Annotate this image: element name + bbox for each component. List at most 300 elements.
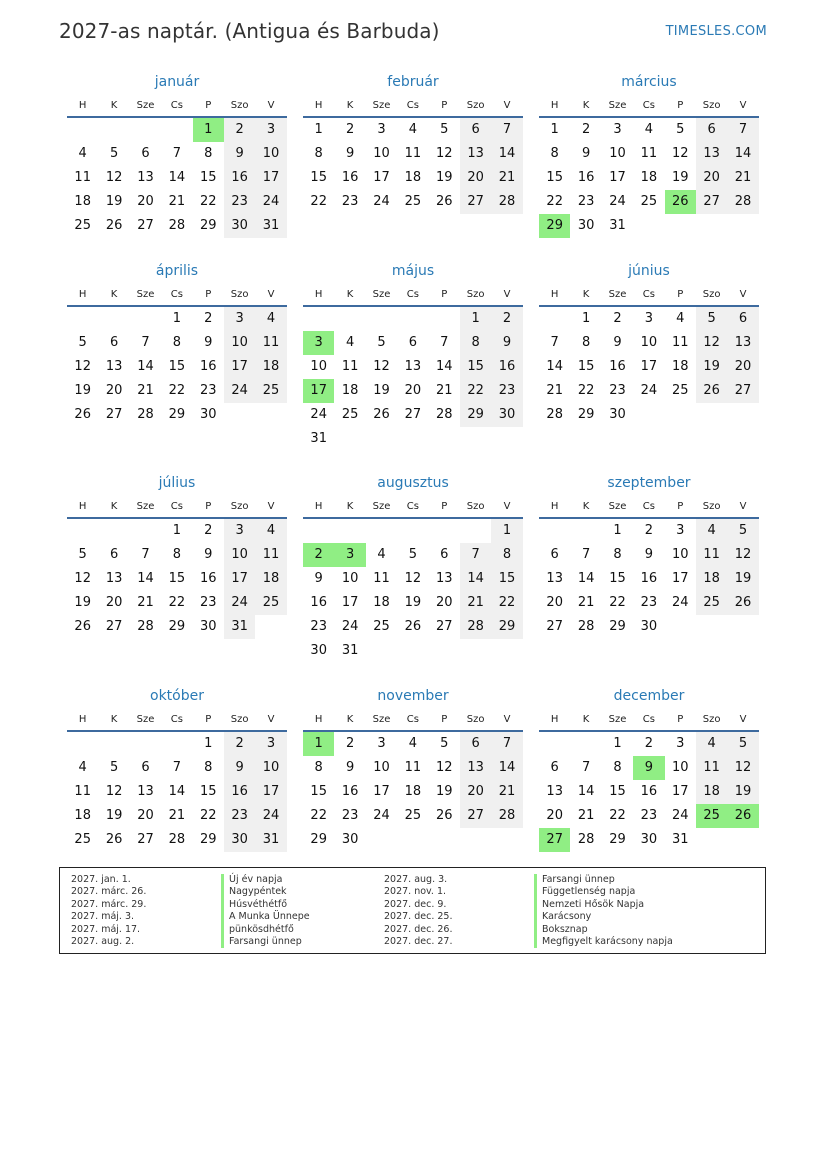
- day-cell: 16: [341, 170, 359, 185]
- month-name: augusztus: [377, 475, 449, 491]
- legend-holiday-name: Nemzeti Hősök Napja: [534, 899, 673, 911]
- day-cell: 22: [199, 194, 217, 209]
- day-cell: 3: [676, 523, 685, 538]
- day-cell: 6: [727, 307, 758, 331]
- day-cell: 5: [676, 122, 685, 137]
- holiday-day: 26: [727, 804, 758, 828]
- empty-cell: [334, 519, 365, 543]
- day-cell: 10: [224, 543, 255, 567]
- weekday-label: P: [441, 289, 448, 300]
- day-cell: 3: [255, 118, 286, 142]
- day-cell: 18: [696, 780, 727, 804]
- day-cell: 27: [105, 619, 123, 634]
- weekday-label: Sze: [136, 714, 155, 725]
- day-cell: 22: [460, 379, 491, 403]
- day-grid: [539, 732, 759, 852]
- day-cell: 14: [460, 567, 491, 591]
- day-cell: 10: [671, 760, 689, 775]
- day-cell: 22: [199, 808, 217, 823]
- holiday-day: 17: [303, 379, 334, 403]
- month-7: [67, 473, 287, 639]
- day-cell: 27: [435, 619, 453, 634]
- day-cell: 11: [74, 784, 91, 799]
- month-name: június: [628, 263, 670, 279]
- day-cell: 21: [435, 383, 453, 398]
- weekday-label: H: [78, 501, 87, 512]
- day-cell: 20: [727, 355, 758, 379]
- legend-date: 2027. dec. 9.: [384, 898, 447, 910]
- day-cell: 26: [696, 379, 727, 403]
- day-cell: 16: [199, 571, 217, 586]
- empty-cell: [334, 307, 365, 331]
- legend-holiday-name: Függetlenség napja: [534, 886, 673, 898]
- day-cell: 25: [74, 218, 91, 233]
- day-cell: 8: [613, 760, 622, 775]
- day-cell: 24: [255, 190, 286, 214]
- day-cell: 19: [435, 170, 453, 185]
- weekday-label: H: [550, 289, 559, 300]
- day-cell: 25: [373, 619, 390, 634]
- day-cell: 20: [546, 595, 563, 610]
- day-cell: 10: [373, 146, 390, 161]
- page-title: 2027-as naptár. (Antigua és Barbuda): [59, 19, 440, 43]
- month-4: [67, 261, 287, 427]
- weekday-label: Szo: [466, 714, 485, 725]
- weekday-label: P: [441, 100, 448, 111]
- day-cell: 8: [314, 760, 323, 775]
- day-cell: 18: [74, 194, 91, 209]
- day-cell: 13: [546, 784, 563, 799]
- day-cell: 2: [491, 307, 522, 331]
- day-cell: 6: [550, 547, 559, 562]
- month-9: [539, 473, 759, 639]
- day-cell: 15: [491, 567, 522, 591]
- day-cell: 15: [199, 170, 217, 185]
- day-cell: 7: [440, 335, 449, 350]
- day-cell: 13: [435, 571, 453, 586]
- weekday-label: H: [314, 289, 323, 300]
- day-cell: 2: [204, 311, 213, 326]
- legend-date: 2027. márc. 26.: [71, 886, 147, 898]
- day-cell: 9: [345, 760, 355, 775]
- day-cell: 14: [546, 359, 563, 374]
- weekday-label: K: [582, 100, 590, 111]
- legend-date: 2027. márc. 29.: [71, 898, 147, 910]
- month-11: [303, 686, 523, 852]
- weekday-label: H: [78, 100, 87, 111]
- weekday-label: Szo: [230, 501, 249, 512]
- day-cell: 20: [404, 383, 422, 398]
- holiday-day: 9: [633, 756, 664, 780]
- day-cell: 13: [460, 142, 491, 166]
- day-cell: 28: [546, 407, 563, 422]
- weekday-label: P: [677, 501, 684, 512]
- day-cell: 14: [577, 784, 595, 799]
- day-cell: 4: [408, 122, 417, 137]
- day-cell: 4: [644, 122, 653, 137]
- day-cell: 9: [224, 142, 255, 166]
- weekday-label: Szo: [702, 714, 721, 725]
- empty-cell: [67, 118, 98, 142]
- day-cell: 20: [435, 595, 453, 610]
- day-cell: 11: [255, 331, 286, 355]
- day-cell: 12: [404, 571, 422, 586]
- day-cell: 8: [314, 146, 323, 161]
- month-name: május: [391, 263, 435, 279]
- day-cell: 9: [613, 335, 622, 350]
- day-cell: 16: [224, 166, 255, 190]
- day-cell: 29: [460, 403, 491, 427]
- month-2: [303, 72, 523, 214]
- legend-date: 2027. dec. 25.: [384, 911, 453, 923]
- day-cell: 6: [141, 146, 150, 161]
- day-cell: 20: [460, 780, 491, 804]
- day-cell: 3: [255, 732, 286, 756]
- weekday-label: K: [582, 714, 590, 725]
- empty-cell: [539, 519, 570, 543]
- weekday-label: H: [550, 501, 559, 512]
- day-cell: 5: [78, 335, 87, 350]
- day-cell: 31: [255, 214, 286, 238]
- day-cell: 8: [172, 335, 181, 350]
- day-cell: 17: [255, 780, 286, 804]
- weekday-label: K: [346, 289, 354, 300]
- day-cell: 22: [310, 194, 327, 209]
- day-cell: 19: [404, 595, 422, 610]
- day-cell: 30: [199, 619, 217, 634]
- weekday-label: P: [205, 289, 212, 300]
- holiday-day: 3: [334, 543, 365, 567]
- day-cell: 2: [224, 118, 255, 142]
- legend-date: 2027. dec. 26.: [384, 923, 453, 935]
- day-cell: 15: [199, 784, 217, 799]
- day-cell: 13: [137, 170, 154, 185]
- day-cell: 2: [644, 736, 653, 751]
- day-cell: 27: [727, 379, 758, 403]
- day-cell: 1: [581, 311, 591, 326]
- day-cell: 20: [137, 194, 154, 209]
- day-cell: 31: [609, 218, 626, 233]
- day-cell: 28: [460, 615, 491, 639]
- weekday-label: Cs: [642, 714, 655, 725]
- day-cell: 13: [696, 142, 727, 166]
- day-cell: 5: [109, 146, 119, 161]
- legend-holiday-name: Megfigyelt karácsony napja: [534, 936, 673, 948]
- day-cell: 4: [676, 311, 685, 326]
- day-cell: 19: [727, 780, 758, 804]
- day-grid: [67, 307, 287, 427]
- legend-dates-left: [71, 874, 146, 948]
- day-cell: 17: [671, 571, 689, 586]
- legend-holiday-name: Új év napja: [221, 874, 310, 886]
- holiday-day: 1: [303, 732, 334, 756]
- legend-holiday-name: Húsvéthétfő: [221, 899, 310, 911]
- day-cell: 26: [435, 808, 453, 823]
- legend-holiday-name: Farsangi ünnep: [221, 936, 310, 948]
- day-cell: 9: [491, 331, 522, 355]
- day-cell: 28: [168, 832, 186, 847]
- day-cell: 6: [440, 547, 449, 562]
- weekday-label: Cs: [170, 100, 183, 111]
- weekday-label: Sze: [372, 501, 391, 512]
- day-cell: 24: [341, 619, 359, 634]
- empty-cell: [130, 519, 161, 543]
- day-cell: 16: [199, 359, 217, 374]
- day-cell: 22: [168, 383, 186, 398]
- day-cell: 14: [137, 571, 154, 586]
- day-cell: 26: [404, 619, 422, 634]
- day-cell: 10: [341, 571, 359, 586]
- day-cell: 13: [546, 571, 563, 586]
- day-cell: 5: [109, 760, 119, 775]
- day-cell: 23: [310, 619, 327, 634]
- day-cell: 6: [460, 732, 491, 756]
- day-cell: 27: [696, 190, 727, 214]
- day-cell: 18: [74, 808, 91, 823]
- day-cell: 23: [224, 190, 255, 214]
- legend-holiday-name: Farsangi ünnep: [534, 874, 673, 886]
- day-cell: 28: [137, 407, 154, 422]
- day-cell: 1: [204, 736, 213, 751]
- day-cell: 10: [224, 331, 255, 355]
- weekday-label: Sze: [608, 289, 627, 300]
- holiday-day: 26: [665, 190, 696, 214]
- weekday-label: V: [267, 501, 275, 512]
- day-cell: 22: [168, 595, 186, 610]
- day-cell: 12: [696, 331, 727, 355]
- day-cell: 9: [224, 756, 255, 780]
- day-cell: 1: [460, 307, 491, 331]
- day-cell: 27: [137, 218, 154, 233]
- day-cell: 23: [640, 595, 658, 610]
- day-cell: 8: [491, 543, 522, 567]
- weekday-header: [67, 96, 287, 118]
- weekday-label: H: [550, 100, 559, 111]
- legend-names-right: [534, 874, 673, 948]
- weekday-label: Cs: [642, 289, 655, 300]
- day-cell: 2: [345, 122, 355, 137]
- day-cell: 18: [341, 383, 359, 398]
- day-cell: 14: [491, 142, 522, 166]
- empty-cell: [98, 118, 129, 142]
- day-cell: 1: [172, 311, 181, 326]
- day-cell: 16: [341, 784, 359, 799]
- day-cell: 29: [609, 832, 626, 847]
- weekday-label: V: [739, 501, 747, 512]
- day-cell: 18: [373, 595, 390, 610]
- day-cell: 25: [671, 383, 689, 398]
- month-name: szeptember: [607, 475, 691, 491]
- weekday-label: K: [110, 100, 118, 111]
- day-cell: 31: [341, 643, 359, 658]
- day-cell: 5: [727, 519, 758, 543]
- day-cell: 30: [199, 407, 217, 422]
- empty-cell: [429, 307, 460, 331]
- weekday-label: Cs: [642, 100, 655, 111]
- weekday-label: P: [441, 501, 448, 512]
- weekday-label: Sze: [372, 289, 391, 300]
- day-cell: 15: [168, 359, 186, 374]
- day-cell: 16: [609, 359, 626, 374]
- day-cell: 1: [613, 736, 622, 751]
- day-cell: 7: [460, 543, 491, 567]
- day-cell: 26: [727, 591, 758, 615]
- day-cell: 28: [577, 832, 595, 847]
- day-cell: 24: [373, 808, 390, 823]
- day-cell: 14: [137, 359, 154, 374]
- legend-date: 2027. máj. 3.: [71, 911, 135, 923]
- holiday-legend: [59, 867, 766, 954]
- empty-cell: [67, 519, 98, 543]
- weekday-label: Sze: [136, 100, 155, 111]
- day-cell: 9: [204, 547, 213, 562]
- empty-cell: [303, 519, 334, 543]
- day-cell: 13: [460, 756, 491, 780]
- empty-cell: [98, 307, 129, 331]
- day-cell: 7: [491, 118, 522, 142]
- day-grid: [67, 118, 287, 238]
- day-cell: 8: [613, 547, 622, 562]
- day-grid: [539, 307, 759, 427]
- day-cell: 17: [671, 784, 689, 799]
- day-grid: [303, 732, 523, 852]
- day-cell: 3: [377, 122, 386, 137]
- day-cell: 8: [550, 146, 559, 161]
- day-cell: 18: [404, 170, 422, 185]
- day-cell: 10: [310, 359, 327, 374]
- brand-link[interactable]: TIMESLES.COM: [665, 24, 767, 39]
- month-name: július: [158, 475, 196, 491]
- day-cell: 23: [491, 379, 522, 403]
- day-cell: 3: [644, 311, 653, 326]
- day-cell: 15: [460, 355, 491, 379]
- weekday-label: P: [677, 714, 684, 725]
- day-cell: 18: [255, 567, 286, 591]
- day-cell: 23: [199, 383, 217, 398]
- day-cell: 1: [172, 523, 181, 538]
- day-cell: 2: [613, 311, 622, 326]
- day-cell: 31: [310, 431, 327, 446]
- legend-date: 2027. nov. 1.: [384, 886, 447, 898]
- day-cell: 27: [404, 407, 422, 422]
- day-cell: 1: [314, 122, 323, 137]
- day-cell: 7: [172, 146, 181, 161]
- day-grid: [539, 118, 759, 238]
- day-cell: 24: [373, 194, 390, 209]
- day-cell: 4: [345, 335, 355, 350]
- day-cell: 20: [460, 166, 491, 190]
- day-cell: 18: [640, 170, 658, 185]
- day-cell: 7: [491, 732, 522, 756]
- weekday-label: K: [582, 501, 590, 512]
- day-cell: 29: [491, 615, 522, 639]
- day-cell: 9: [581, 146, 591, 161]
- day-cell: 28: [577, 619, 595, 634]
- day-cell: 21: [577, 595, 595, 610]
- weekday-header: [303, 497, 523, 519]
- weekday-header: [303, 285, 523, 307]
- day-grid: [303, 118, 523, 214]
- month-8: [303, 473, 523, 663]
- legend-holiday-name: Karácsony: [534, 911, 673, 923]
- day-cell: 23: [341, 194, 359, 209]
- day-cell: 4: [78, 760, 87, 775]
- day-cell: 14: [727, 142, 758, 166]
- day-cell: 17: [224, 567, 255, 591]
- day-cell: 12: [435, 146, 453, 161]
- weekday-label: V: [267, 289, 275, 300]
- day-cell: 5: [408, 547, 417, 562]
- day-cell: 23: [640, 808, 658, 823]
- day-cell: 4: [696, 732, 727, 756]
- day-cell: 12: [435, 760, 453, 775]
- weekday-label: K: [346, 501, 354, 512]
- weekday-header: [303, 710, 523, 732]
- day-cell: 25: [404, 194, 422, 209]
- day-cell: 16: [491, 355, 522, 379]
- day-cell: 19: [373, 383, 390, 398]
- day-cell: 14: [168, 170, 186, 185]
- day-grid: [67, 519, 287, 639]
- legend-names-left: [221, 874, 310, 948]
- empty-cell: [303, 307, 334, 331]
- day-cell: 23: [224, 804, 255, 828]
- day-cell: 19: [105, 808, 123, 823]
- day-cell: 10: [671, 547, 689, 562]
- day-cell: 17: [609, 170, 626, 185]
- day-cell: 24: [671, 808, 689, 823]
- day-cell: 24: [310, 407, 327, 422]
- weekday-label: V: [503, 714, 511, 725]
- day-cell: 19: [74, 383, 91, 398]
- day-cell: 3: [613, 122, 622, 137]
- day-cell: 18: [696, 567, 727, 591]
- day-cell: 11: [696, 543, 727, 567]
- month-name: február: [387, 74, 439, 90]
- day-cell: 11: [74, 170, 91, 185]
- day-cell: 19: [435, 784, 453, 799]
- empty-cell: [130, 118, 161, 142]
- day-cell: 12: [74, 359, 91, 374]
- day-cell: 30: [491, 403, 522, 427]
- day-cell: 24: [224, 591, 255, 615]
- empty-cell: [539, 732, 570, 756]
- day-cell: 19: [727, 567, 758, 591]
- legend-date: 2027. dec. 27.: [384, 935, 453, 947]
- empty-cell: [98, 519, 129, 543]
- day-cell: 19: [696, 355, 727, 379]
- holiday-day: 2: [303, 543, 334, 567]
- day-cell: 8: [460, 331, 491, 355]
- day-cell: 7: [581, 760, 591, 775]
- day-cell: 27: [546, 619, 563, 634]
- day-cell: 26: [105, 832, 123, 847]
- weekday-header: [539, 497, 759, 519]
- day-cell: 2: [224, 732, 255, 756]
- day-cell: 25: [341, 407, 359, 422]
- weekday-label: Cs: [170, 714, 183, 725]
- day-cell: 6: [141, 760, 150, 775]
- weekday-label: Szo: [230, 714, 249, 725]
- day-cell: 29: [199, 832, 217, 847]
- day-cell: 21: [137, 383, 154, 398]
- legend-date: 2027. jan. 1.: [71, 874, 131, 885]
- day-cell: 17: [640, 359, 658, 374]
- day-cell: 15: [577, 359, 595, 374]
- day-cell: 20: [137, 808, 154, 823]
- day-cell: 9: [345, 146, 355, 161]
- empty-cell: [397, 307, 428, 331]
